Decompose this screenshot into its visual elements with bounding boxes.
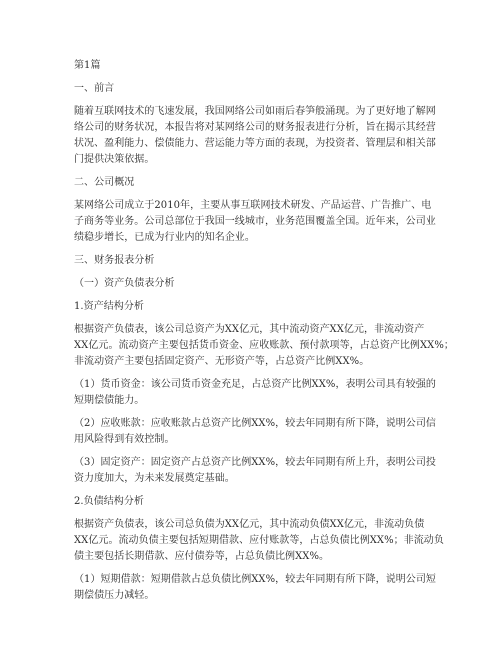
paragraph-line: 络公司的财务状况，本报告将对某网络公司的财务报表进行分析，旨在揭示其经营 <box>74 122 436 133</box>
paragraph-line: 绩稳步增长，已成为行业内的知名企业。 <box>74 232 255 243</box>
paragraph-line: 非流动资产主要包括固定资产、无形资产等，占总资产比例XX%。 <box>74 356 370 367</box>
subsection-heading: 1.资产结构分析 <box>74 301 144 312</box>
subsection-heading: 2.负债结构分析 <box>74 496 144 507</box>
list-item-line: 短期偿债能力。 <box>74 395 145 406</box>
paragraph-line: 子商务等业务。公司总部位于我国一线城市，业务范围覆盖全国。近年来，公司业 <box>74 216 436 227</box>
paragraph-line: 根据资产负债表，该公司总负债为XX亿元，其中流动负债XX亿元，非流动负债 <box>74 519 425 530</box>
list-item-line: （2）应收账款：应收账款占总资产比例XX%，较去年同期有所下降，说明公司信 <box>74 418 436 429</box>
list-item-line: 用风险得到有效控制。 <box>74 434 175 445</box>
list-item-line: （1）短期借款：短期借款占总负债比例XX%，较去年同期有所下降，说明公司短 <box>74 574 436 585</box>
paragraph-line: XX亿元。流动资产主要包括货币资金、应收账款、预付款项等，占总资产比例XX%； <box>74 340 454 351</box>
paragraph-line: 债主要包括长期借款、应付债券等，占总负债比例XX%。 <box>74 551 330 562</box>
paragraph-line: 随着互联网技术的飞速发展，我国网络公司如雨后春笋般涌现。为了更好地了解网 <box>74 106 436 117</box>
paragraph-line: 状况、盈利能力、偿债能力、营运能力等方面的表现，为投资者、管理层和相关部 <box>74 138 436 149</box>
paragraph-line: 根据资产负债表，该公司总资产为XX亿元，其中流动资产XX亿元，非流动资产 <box>74 324 425 335</box>
section-heading: 三、财务报表分析 <box>74 255 155 266</box>
section-heading: 一、前言 <box>74 83 115 94</box>
subsection-heading: （一）资产负债表分析 <box>74 278 175 289</box>
section-heading: 二、公司概况 <box>74 177 135 188</box>
list-item-line: （1）货币资金：该公司货币资金充足，占总资产比例XX%，表明公司具有较强的 <box>74 379 436 390</box>
paragraph-line: 某网络公司成立于2010年，主要从事互联网技术研发、产品运营、广告推广、电 <box>74 200 432 211</box>
list-item-line: （3）固定资产：固定资产占总资产比例XX%，较去年同期有所上升，表明公司投 <box>74 457 436 468</box>
part-heading: 第1篇 <box>74 60 101 71</box>
paragraph-line: XX亿元。流动负债主要包括短期借款、应付账款等，占总负债比例XX%；非流动负 <box>74 535 444 546</box>
paragraph-line: 门提供决策依据。 <box>74 154 155 165</box>
list-item-line: 期偿债压力减轻。 <box>74 590 155 601</box>
list-item-line: 资力度加大，为未来发展奠定基础。 <box>74 473 235 484</box>
